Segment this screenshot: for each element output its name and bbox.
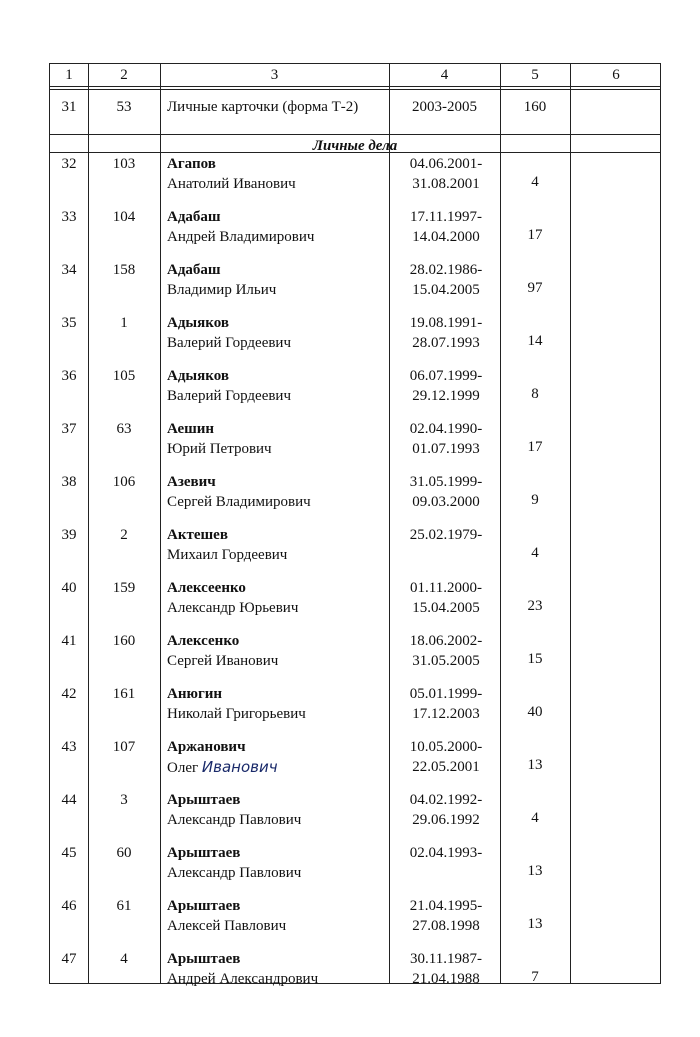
sheet-count: 97 bbox=[527, 280, 543, 296]
handwritten-patronymic: Иванович bbox=[201, 758, 278, 776]
date-end: 21.04.1988 bbox=[412, 971, 480, 987]
person-cell bbox=[167, 631, 389, 671]
row-number: 44 bbox=[61, 792, 77, 808]
given-names bbox=[167, 704, 389, 724]
person-cell bbox=[167, 790, 389, 830]
given-names bbox=[167, 969, 389, 989]
table-row bbox=[50, 419, 660, 472]
row-number: 39 bbox=[61, 527, 77, 543]
column-header-4: 4 bbox=[440, 67, 449, 83]
sheet-count: 17 bbox=[527, 227, 543, 243]
table-row bbox=[50, 737, 660, 790]
given-names bbox=[167, 227, 389, 247]
date-range bbox=[392, 949, 500, 989]
table-row bbox=[50, 260, 660, 313]
inventory-number: 106 bbox=[112, 474, 136, 490]
date-end: 01.07.1993 bbox=[412, 441, 480, 457]
date-end: 17.12.2003 bbox=[412, 706, 480, 722]
surname: Аешин bbox=[167, 421, 215, 437]
table-row bbox=[50, 366, 660, 419]
sheet-count: 160 bbox=[523, 99, 547, 115]
sheet-count: 15 bbox=[527, 651, 543, 667]
date-range bbox=[392, 419, 500, 459]
row-number: 36 bbox=[61, 368, 77, 384]
date-start: 06.07.1999- bbox=[409, 368, 483, 384]
date-start: 10.05.2000- bbox=[409, 739, 483, 755]
given-name-typed: Михаил Гордеевич bbox=[167, 547, 288, 563]
person-cell bbox=[167, 684, 389, 724]
column-header-3: 3 bbox=[270, 67, 279, 83]
date-start: 30.11.1987- bbox=[410, 951, 482, 967]
surname: Адабаш bbox=[167, 262, 221, 278]
date-start: 21.04.1995- bbox=[409, 898, 483, 914]
date-end: 29.12.1999 bbox=[412, 388, 480, 404]
inventory-number: 104 bbox=[112, 209, 136, 225]
given-names bbox=[167, 333, 389, 353]
column-header-6: 6 bbox=[612, 67, 620, 83]
surname: Алексенко bbox=[167, 633, 240, 649]
surname: Адабаш bbox=[167, 209, 221, 225]
surname: Анюгин bbox=[167, 686, 223, 702]
person-cell bbox=[167, 578, 389, 618]
date-start: 19.08.1991- bbox=[409, 315, 483, 331]
inventory-table bbox=[49, 63, 661, 987]
table-row bbox=[50, 631, 660, 684]
date-range bbox=[392, 472, 500, 512]
section-title: Личные дела bbox=[312, 138, 398, 154]
date-start: 31.05.1999- bbox=[409, 474, 483, 490]
row-number: 38 bbox=[61, 474, 77, 490]
date-end: 31.08.2001 bbox=[412, 176, 480, 192]
given-names bbox=[167, 651, 389, 671]
person-cell bbox=[167, 154, 389, 194]
person-cell bbox=[167, 313, 389, 353]
date-start: 02.04.1990- bbox=[409, 421, 483, 437]
given-name-typed: Алексей Павлович bbox=[167, 918, 287, 934]
given-name-typed: Александр Юрьевич bbox=[167, 600, 299, 616]
sheet-count: 40 bbox=[527, 704, 543, 720]
table-row bbox=[50, 896, 660, 949]
surname: Азевич bbox=[167, 474, 216, 490]
table-row bbox=[50, 154, 660, 207]
sheet-count: 13 bbox=[527, 863, 543, 879]
row-number: 46 bbox=[61, 898, 77, 914]
table-row bbox=[50, 313, 660, 366]
given-name-typed: Олег bbox=[167, 760, 199, 776]
row-number: 41 bbox=[61, 633, 77, 649]
record-title: Личные карточки (форма Т-2) bbox=[167, 99, 359, 115]
row-number: 32 bbox=[61, 156, 77, 172]
inventory-number: 159 bbox=[112, 580, 136, 596]
sheet-count: 14 bbox=[527, 333, 543, 349]
given-name-typed: Александр Павлович bbox=[167, 812, 302, 828]
date-start: 28.02.1986- bbox=[409, 262, 483, 278]
date-range bbox=[392, 684, 500, 724]
date-start: 04.06.2001- bbox=[409, 156, 483, 172]
inventory-number: 3 bbox=[120, 792, 128, 808]
inventory-number: 161 bbox=[112, 686, 136, 702]
given-names bbox=[167, 757, 389, 778]
inventory-number: 2 bbox=[120, 527, 128, 543]
date-range bbox=[392, 896, 500, 936]
surname: Арыштаев bbox=[167, 792, 241, 808]
table-row bbox=[50, 578, 660, 631]
date-range bbox=[392, 737, 500, 777]
given-names bbox=[167, 492, 389, 512]
table-row bbox=[50, 790, 660, 843]
person-cell bbox=[167, 525, 389, 565]
date-end: 28.07.1993 bbox=[412, 335, 480, 351]
row-divider bbox=[50, 134, 660, 135]
row-number: 47 bbox=[61, 951, 77, 967]
date-range bbox=[392, 843, 500, 863]
person-cell bbox=[167, 419, 389, 459]
date-end: 09.03.2000 bbox=[412, 494, 480, 510]
given-name-typed: Александр Павлович bbox=[167, 865, 302, 881]
sheet-count: 4 bbox=[531, 810, 539, 826]
given-name-typed: Сергей Владимирович bbox=[167, 494, 311, 510]
header-divider bbox=[50, 86, 660, 87]
inventory-number: 103 bbox=[112, 156, 136, 172]
table-row bbox=[50, 843, 660, 896]
section-divider bbox=[50, 152, 660, 153]
date-range bbox=[392, 260, 500, 300]
given-names bbox=[167, 280, 389, 300]
table-row bbox=[50, 207, 660, 260]
column-header-5: 5 bbox=[531, 67, 539, 83]
date-end: 31.05.2005 bbox=[412, 653, 480, 669]
date-range bbox=[392, 154, 500, 194]
inventory-number: 61 bbox=[116, 898, 132, 914]
surname: Адыяков bbox=[167, 368, 229, 384]
date-end: 14.04.2000 bbox=[412, 229, 480, 245]
given-name-typed: Анатолий Иванович bbox=[167, 176, 296, 192]
date-start: 02.04.1993- bbox=[409, 845, 483, 861]
person-cell bbox=[167, 896, 389, 936]
surname: Арыштаев bbox=[167, 845, 241, 861]
date-end: 22.05.2001 bbox=[412, 759, 480, 775]
surname: Агапов bbox=[167, 156, 216, 172]
person-cell bbox=[167, 843, 389, 883]
row-number: 43 bbox=[61, 739, 77, 755]
record-dates: 2003-2005 bbox=[412, 99, 477, 115]
given-name-typed: Валерий Гордеевич bbox=[167, 388, 291, 404]
inventory-number: 53 bbox=[116, 99, 132, 115]
sheet-count: 4 bbox=[531, 174, 539, 190]
row-number: 42 bbox=[61, 686, 77, 702]
row-number: 40 bbox=[61, 580, 77, 596]
date-end: 29.06.1992 bbox=[412, 812, 480, 828]
surname: Адыяков bbox=[167, 315, 229, 331]
sheet-count: 13 bbox=[527, 916, 543, 932]
inventory-number: 1 bbox=[120, 315, 128, 331]
surname: Актешев bbox=[167, 527, 228, 543]
person-cell bbox=[167, 472, 389, 512]
date-range bbox=[392, 525, 500, 545]
row-number: 33 bbox=[61, 209, 77, 225]
inventory-number: 63 bbox=[116, 421, 132, 437]
given-name-typed: Андрей Александрович bbox=[167, 971, 319, 987]
sheet-count: 8 bbox=[531, 386, 539, 402]
sheet-count: 17 bbox=[527, 439, 543, 455]
given-name-typed: Владимир Ильич bbox=[167, 282, 277, 298]
row-number: 35 bbox=[61, 315, 77, 331]
person-cell bbox=[167, 949, 389, 989]
inventory-number: 60 bbox=[116, 845, 132, 861]
surname: Арыштаев bbox=[167, 898, 241, 914]
person-cell bbox=[167, 260, 389, 300]
given-names bbox=[167, 174, 389, 194]
table-row bbox=[50, 949, 660, 1002]
column-header-1: 1 bbox=[65, 67, 73, 83]
inventory-number: 105 bbox=[112, 368, 136, 384]
row-number: 34 bbox=[61, 262, 77, 278]
given-names bbox=[167, 916, 389, 936]
date-start: 25.02.1979- bbox=[409, 527, 483, 543]
given-names bbox=[167, 810, 389, 830]
sheet-count: 7 bbox=[531, 969, 539, 985]
given-name-typed: Юрий Петрович bbox=[167, 441, 272, 457]
given-name-typed: Сергей Иванович bbox=[167, 653, 279, 669]
date-range bbox=[392, 366, 500, 406]
inventory-number: 158 bbox=[112, 262, 136, 278]
surname: Алексеенко bbox=[167, 580, 246, 596]
given-name-typed: Валерий Гордеевич bbox=[167, 335, 291, 351]
sheet-count: 13 bbox=[527, 757, 543, 773]
row-number: 31 bbox=[61, 99, 77, 115]
sheet-count: 23 bbox=[527, 598, 543, 614]
date-start: 18.06.2002- bbox=[409, 633, 483, 649]
given-names bbox=[167, 545, 389, 565]
date-start: 01.11.2000- bbox=[410, 580, 482, 596]
date-range bbox=[392, 631, 500, 671]
given-names bbox=[167, 386, 389, 406]
table-row bbox=[50, 472, 660, 525]
date-end: 15.04.2005 bbox=[412, 282, 480, 298]
given-name-typed: Николай Григорьевич bbox=[167, 706, 306, 722]
date-end: 15.04.2005 bbox=[412, 600, 480, 616]
date-range bbox=[392, 578, 500, 618]
table-row bbox=[50, 684, 660, 737]
person-cell bbox=[167, 207, 389, 247]
column-header-2: 2 bbox=[120, 67, 128, 83]
sheet-count: 9 bbox=[531, 492, 539, 508]
given-names bbox=[167, 598, 389, 618]
row-number: 45 bbox=[61, 845, 77, 861]
date-start: 04.02.1992- bbox=[409, 792, 483, 808]
header-divider bbox=[50, 89, 660, 90]
given-names bbox=[167, 439, 389, 459]
row-number: 37 bbox=[61, 421, 77, 437]
surname: Аржанович bbox=[167, 739, 246, 755]
given-name-typed: Андрей Владимирович bbox=[167, 229, 315, 245]
date-range bbox=[392, 313, 500, 353]
given-names bbox=[167, 863, 389, 883]
person-cell bbox=[167, 366, 389, 406]
table-row bbox=[50, 525, 660, 578]
date-start: 17.11.1997- bbox=[410, 209, 482, 225]
person-cell bbox=[167, 737, 389, 778]
date-start: 05.01.1999- bbox=[409, 686, 483, 702]
surname: Арыштаев bbox=[167, 951, 241, 967]
date-range bbox=[392, 790, 500, 830]
date-range bbox=[392, 207, 500, 247]
inventory-number: 107 bbox=[112, 739, 136, 755]
date-end: 27.08.1998 bbox=[412, 918, 480, 934]
inventory-number: 160 bbox=[112, 633, 136, 649]
inventory-number: 4 bbox=[120, 951, 128, 967]
sheet-count: 4 bbox=[531, 545, 539, 561]
